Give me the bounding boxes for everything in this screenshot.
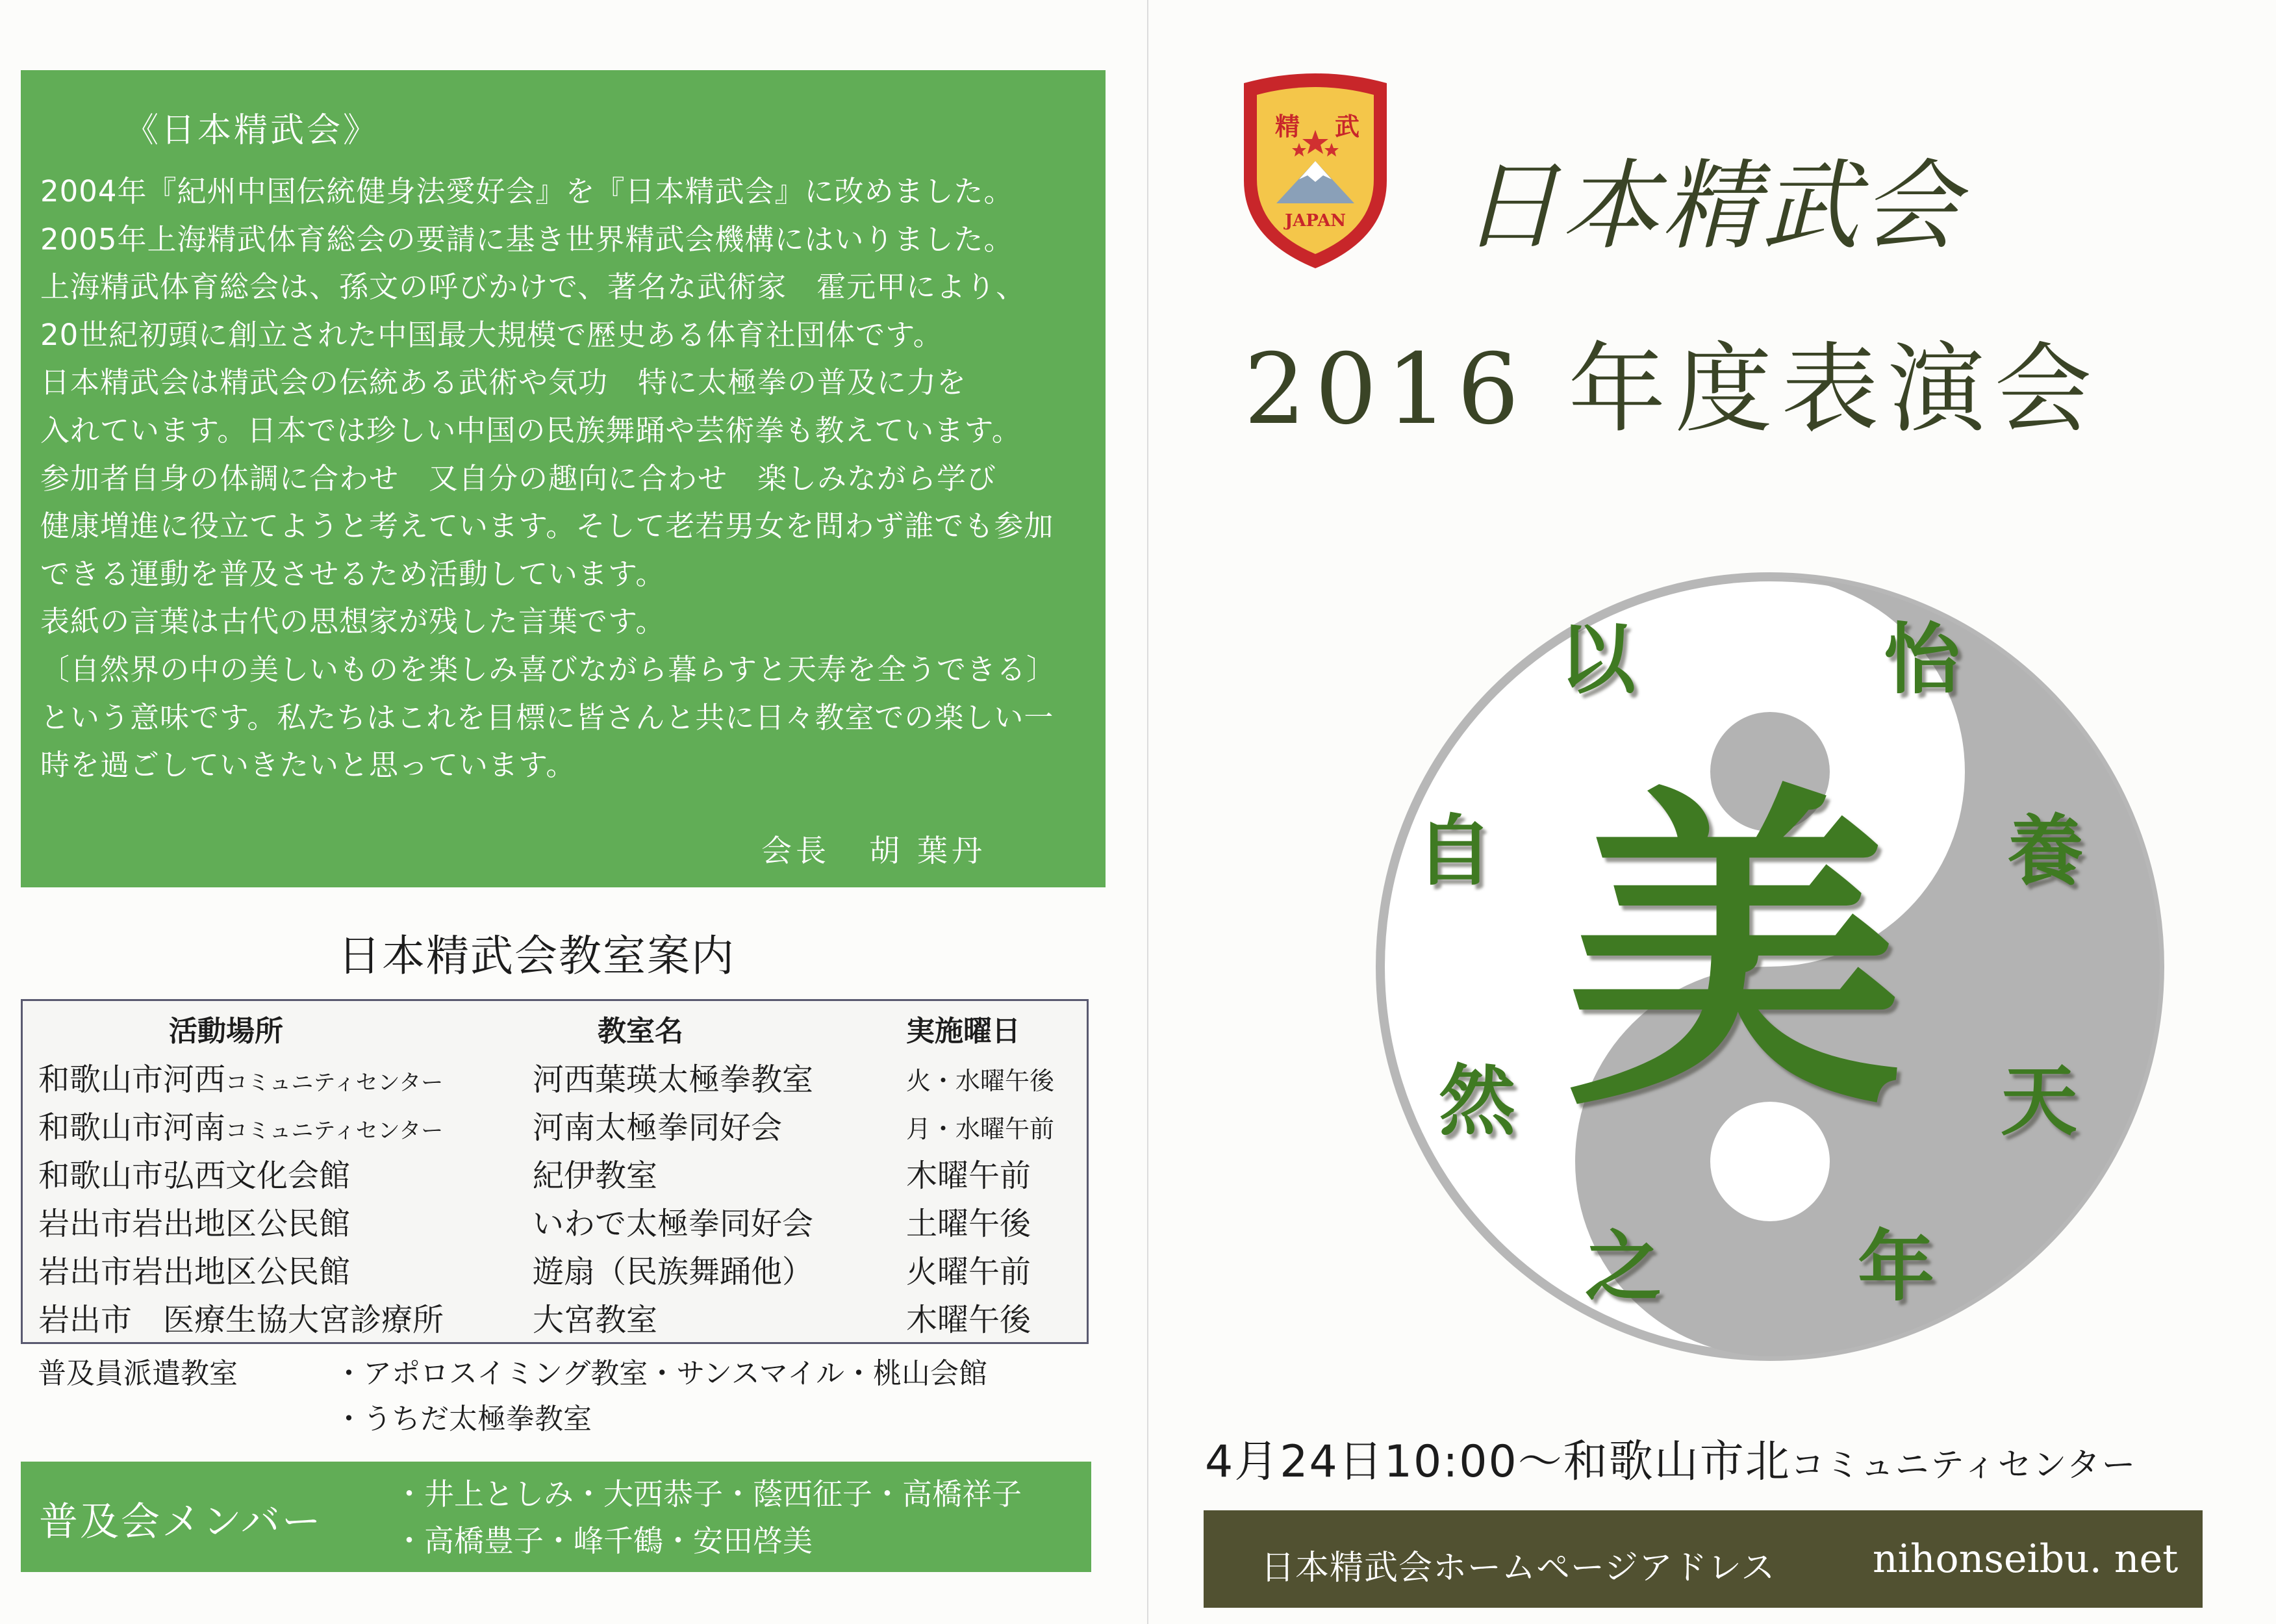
class-place: 岩出市岩出地区公民館: [38, 1206, 351, 1242]
intro-line: 〔自然界の中の美しいものを楽しみ喜びながら暮らすと天寿を全うできる〕: [40, 652, 1057, 687]
class-name: 河西葉瑛太極拳教室: [533, 1061, 814, 1098]
table-row: [23, 1100, 1087, 1148]
class-name: 河南太極拳同好会: [533, 1110, 783, 1146]
intro-line: 上海精武体育総会は、孫文の呼びかけで、著名な武術家 霍元甲により、: [40, 270, 1026, 305]
members-line: ・高橋豊子・峰千鶴・安田啓美: [394, 1523, 813, 1558]
table-row: [23, 1052, 1087, 1100]
homepage-bar: [1204, 1510, 2203, 1608]
event-date: 4月24日10:00～和歌山市北: [1205, 1436, 1791, 1488]
table-header-class: 教室名: [598, 1015, 683, 1048]
class-guide-title: 日本精武会教室案内: [338, 931, 735, 981]
emblem-char-left: 精: [1275, 112, 1300, 141]
class-name: 紀伊教室: [533, 1158, 658, 1194]
intro-line: 日本精武会は精武会の伝統ある武術や気功 特に太極拳の普及に力を: [40, 365, 967, 400]
class-name: 大宮教室: [533, 1302, 658, 1338]
members-panel: [21, 1462, 1091, 1572]
intro-line: という意味です。私たちはこれを目標に皆さんと共に日々教室での楽しい一: [40, 700, 1054, 735]
event-place: コミュニティセンター: [1790, 1446, 2137, 1485]
dispatch-classes-line: ・うちだ太極拳教室: [335, 1402, 592, 1436]
cover-char: 然: [1439, 1056, 1516, 1146]
intro-line: 表紙の言葉は古代の思想家が残した言葉です。: [40, 604, 666, 639]
dispatch-label: 普及員派遣教室: [38, 1357, 238, 1390]
intro-heading: 《日本精武会》: [125, 111, 380, 150]
cover-char: 以: [1559, 614, 1636, 704]
intro-line: 健康増進に役立てようと考えています。そして老若男女を問わず誰でも参加: [40, 509, 1054, 544]
cover-char: 年: [1858, 1221, 1935, 1312]
intro-line: 時を過ごしていきたいと思っています。: [40, 748, 576, 783]
cover-center-char: 美: [1565, 754, 1903, 1151]
class-table: [21, 999, 1089, 1344]
intro-line: 2004年『紀州中国伝統健身法愛好会』を『日本精武会』に改めました。: [40, 174, 1014, 209]
class-place: 和歌山市河南コミュニティセンター: [38, 1110, 444, 1146]
intro-line: できる運動を普及させるため活動しています。: [40, 556, 666, 591]
class-day: 火曜午前: [906, 1254, 1031, 1290]
class-place: 岩出市 医療生協大宮診療所: [38, 1302, 444, 1338]
cover-char: 之: [1585, 1221, 1662, 1312]
class-day: 木曜午後: [906, 1302, 1031, 1338]
homepage-url[interactable]: nihonseibu. net: [1873, 1536, 2179, 1582]
class-day: 火・水曜午後: [906, 1067, 1055, 1095]
class-name: いわで太極拳同好会: [533, 1206, 814, 1242]
members-line: ・井上としみ・大西恭子・蔭西征子・高橋祥子: [394, 1477, 1022, 1512]
table-row: [23, 1196, 1087, 1244]
class-day: 土曜午後: [906, 1206, 1031, 1242]
class-place: 和歌山市河西コミュニティセンター: [38, 1061, 444, 1098]
signature-title: 会長: [761, 833, 830, 869]
signature: [761, 827, 1025, 870]
intro-panel: [21, 70, 1106, 887]
intro-line: 参加者自身の体調に合わせ 又自分の趣向に合わせ 楽しみながら学び: [40, 461, 997, 496]
cover-subtitle: 2016 年度表演会: [1244, 333, 2101, 446]
intro-line: 入れています。日本では珍しい中国の民族舞踊や芸術拳も教えています。: [40, 412, 1022, 448]
table-row: [23, 1292, 1087, 1340]
table-header-day: 実施曜日: [906, 1015, 1020, 1048]
class-name: 遊扇（民族舞踊他）: [533, 1254, 814, 1290]
homepage-label: 日本精武会ホームページアドレス: [1261, 1549, 1776, 1588]
cover-title: 日本精武会: [1461, 150, 1962, 263]
cover-char: 養: [2007, 806, 2084, 896]
intro-body: [40, 168, 1093, 789]
seibu-japan-emblem: [1237, 70, 1393, 272]
table-row: [23, 1244, 1087, 1292]
class-place: 岩出市岩出地区公民館: [38, 1254, 351, 1290]
event-info: [1205, 1427, 2137, 1490]
table-row: [23, 1148, 1087, 1196]
class-place: 和歌山市弘西文化会館: [38, 1158, 351, 1194]
members-label: 普及会メンバー: [39, 1499, 323, 1545]
cover-char: 自: [1416, 806, 1493, 896]
signature-name: 胡 葉丹: [869, 833, 986, 869]
intro-line: 20世紀初頭に創立された中国最大規模で歴史ある体育社団体です。: [40, 317, 943, 352]
emblem-char-right: 武: [1335, 112, 1360, 141]
dispatch-classes-line: ・アポロスイミング教室・サンスマイル・桃山会館: [335, 1357, 987, 1390]
intro-line: 2005年上海精武体育総会の要請に基き世界精武会機構にはいりました。: [40, 222, 1014, 257]
table-header-place: 活動場所: [169, 1015, 283, 1048]
page-fold-divider: [1147, 0, 1148, 1624]
emblem-japan-text: JAPAN: [1284, 211, 1347, 231]
cover-char: 怡: [1884, 614, 1961, 704]
class-day: 月・水曜午前: [906, 1115, 1055, 1143]
class-day: 木曜午前: [906, 1158, 1031, 1194]
cover-char: 天: [2001, 1056, 2078, 1146]
